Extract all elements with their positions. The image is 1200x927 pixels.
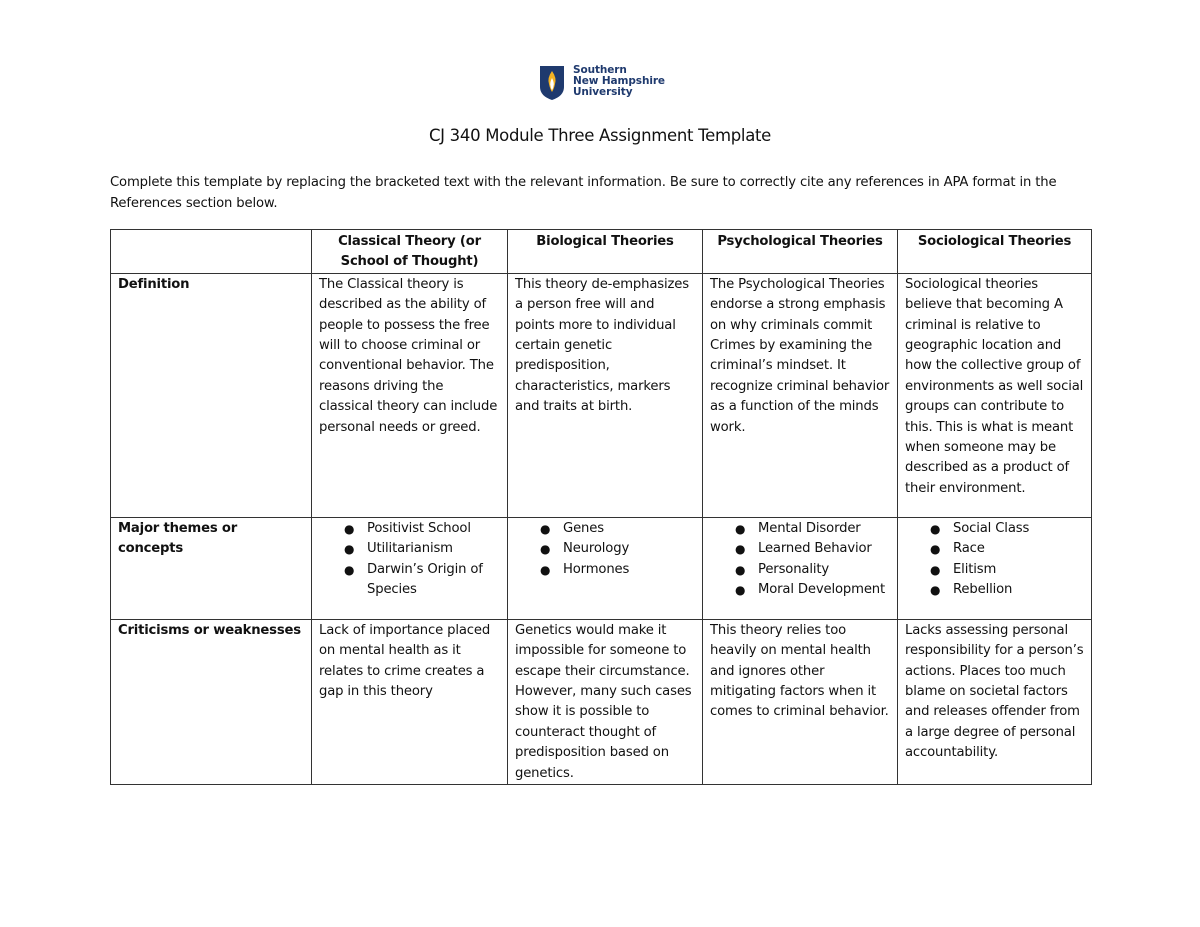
themes-biological: [508, 517, 703, 619]
header-classical-label: Classical Theory (or School of Thought): [338, 234, 481, 270]
list-item: ● Social Class: [905, 519, 1085, 539]
bullet-icon: ●: [735, 542, 746, 557]
bullet-icon: ●: [930, 583, 941, 598]
logo-line-3: University: [573, 86, 633, 98]
criticisms-classical: Lack of importance placed on mental health as it relates to crime creates a gap in this theory: [312, 619, 508, 784]
list-item: ● Hormones: [515, 560, 696, 580]
list-item: ● Personality: [710, 560, 891, 580]
bullet-icon: ●: [540, 562, 551, 577]
header-psychological-label: Psychological Theories: [717, 234, 883, 249]
table-row-criticisms: [111, 619, 1092, 784]
header-sociological-label: Sociological Theories: [917, 234, 1072, 249]
definition-biological: This theory de-emphasizes a person free will and points more to individual certain genetic predisposition, characteristics, markers and traits at birth.: [508, 273, 703, 517]
list-item: ● Race: [905, 539, 1085, 559]
themes-psychological: [703, 517, 898, 619]
shield-flame-icon: [539, 65, 565, 101]
header-biological-label: Biological Theories: [536, 234, 674, 249]
bullet-icon: ●: [344, 521, 355, 536]
row-label-criticisms: Criticisms or weaknesses: [111, 619, 312, 784]
logo-line-2: New Hampshire: [573, 75, 665, 87]
theories-table: [110, 229, 1092, 785]
list-item: ● Mental Disorder: [710, 519, 891, 539]
bullet-icon: ●: [540, 542, 551, 557]
bullet-icon: ●: [540, 521, 551, 536]
header-cell-biological: [508, 230, 703, 274]
header-cell-psychological: [703, 230, 898, 274]
definition-classical: The Classical theory is described as the ability of people to possess the free will to choose criminal or conventional behavior. The reasons driving the classical theory can include personal needs or greed.: [312, 273, 508, 517]
logo-wordmark: [573, 65, 665, 98]
bullet-icon: ●: [735, 583, 746, 598]
document-title: CJ 340 Module Three Assignment Template: [428, 126, 772, 145]
criticisms-psychological: This theory relies too heavily on mental health and ignores other mitigating factors when it comes to criminal behavior.: [703, 619, 898, 784]
list-item: ● Neurology: [515, 539, 696, 559]
row-label-themes: Major themes or concepts: [111, 517, 312, 619]
definition-psychological: The Psychological Theories endorse a strong emphasis on why criminals commit Crimes by examining the criminal’s mindset. It recognize criminal behavior as a function of the minds work.: [703, 273, 898, 517]
bullet-icon: ●: [344, 542, 355, 557]
bullet-icon: ●: [344, 562, 355, 577]
bullet-list: [515, 519, 696, 580]
themes-classical: [312, 517, 508, 619]
list-item: ● Moral Development: [710, 580, 891, 600]
bullet-list: [710, 519, 891, 601]
list-item: ● Learned Behavior: [710, 539, 891, 559]
criticisms-biological: Genetics would make it impossible for someone to escape their circumstance. However, many such cases show it is possible to counteract thought of predisposition based on genetics.: [508, 619, 703, 784]
bullet-icon: ●: [930, 542, 941, 557]
bullet-list: [905, 519, 1085, 601]
criticisms-sociological: Lacks assessing personal responsibility for a person’s actions. Places too much blame on societal factors and releases offender from a large degree of personal accountability.: [898, 619, 1092, 784]
list-item: ● Utilitarianism: [319, 539, 501, 559]
themes-sociological: [898, 517, 1092, 619]
row-label-definition: Definition: [111, 273, 312, 517]
list-item: ● Positivist School: [319, 519, 501, 539]
header-cell-sociological: [898, 230, 1092, 274]
bullet-list: [319, 519, 501, 601]
header-cell-classical: [312, 230, 508, 274]
list-item: ● Genes: [515, 519, 696, 539]
table-header-row: [111, 230, 1092, 274]
list-item: ● Elitism: [905, 560, 1085, 580]
header-cell-empty: [111, 230, 312, 274]
instructions-paragraph: Complete this template by replacing the bracketed text with the relevant information. Be sure to correctly cite any references in APA format in the References section below.: [110, 175, 1057, 211]
bullet-icon: ●: [930, 521, 941, 536]
list-item: ● Rebellion: [905, 580, 1085, 600]
university-logo: [539, 65, 665, 101]
bullet-icon: ●: [735, 562, 746, 577]
bullet-icon: ●: [930, 562, 941, 577]
bullet-icon: ●: [735, 521, 746, 536]
logo-line-1: Southern: [573, 64, 627, 76]
definition-sociological: Sociological theories believe that becoming A criminal is relative to geographic location and how the collective group of environments as well social groups can contribute to this. This is what is meant when someone may be described as a product of their environment.: [898, 273, 1092, 517]
table-row-definition: [111, 273, 1092, 517]
list-item: ● Darwin’s Origin of Species: [344, 561, 483, 598]
table-row-themes: [111, 517, 1092, 619]
